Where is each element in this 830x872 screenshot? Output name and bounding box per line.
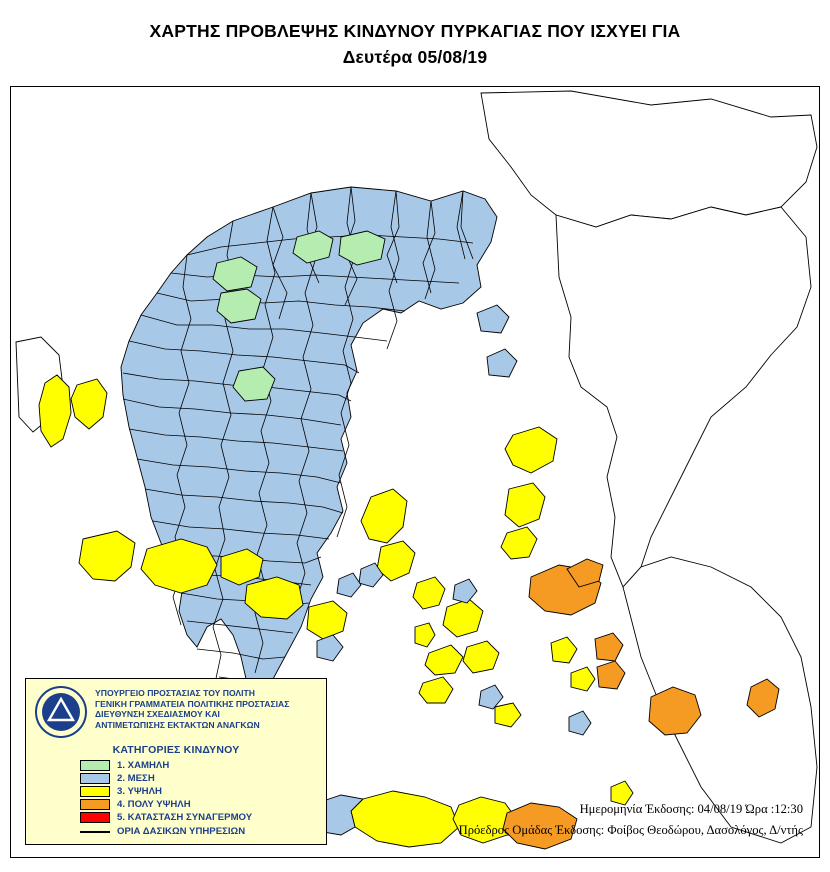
legend-label-medium: 2. ΜΕΣΗ <box>117 773 155 784</box>
title-line-2: Δευτέρα 05/08/19 <box>342 47 488 67</box>
legend-swatch-boundary <box>80 831 110 833</box>
legend-swatch-high <box>80 786 110 797</box>
issuing-chairman: Πρόεδρος Ομάδας Έκδοσης: Φοίβος Θεοδώρου, Δασολόγος, Δ/ντής <box>458 823 803 837</box>
page-title <box>0 0 830 70</box>
legend-item-alarm <box>80 812 318 823</box>
issue-date-time: Ημερομηνία Έκδοσης: 04/08/19 Ώρα :12:30 <box>579 802 803 816</box>
legend-swatch-alarm <box>80 812 110 823</box>
organization-text <box>95 685 289 730</box>
org-line-3: ΔΙΕΥΘΥΝΣΗ ΣΧΕΔΙΑΣΜΟΥ ΚΑΙ <box>95 709 220 720</box>
legend-box <box>25 678 327 845</box>
org-line-2: ΓΕΝΙΚΗ ΓΡΑΜΜΑΤΕΙΑ ΠΟΛΙΤΙΚΗΣ ΠΡΟΣΤΑΣΙΑΣ <box>95 698 290 709</box>
legend-item-boundary <box>80 826 318 837</box>
legend-label-low: 1. ΧΑΜΗΛΗ <box>117 760 170 771</box>
issue-info <box>459 799 803 841</box>
org-line-4: ΑΝΤΙΜΕΤΩΠΙΣΗΣ ΕΚΤΑΚΤΩΝ ΑΝΑΓΚΩΝ <box>95 719 260 730</box>
legend-item-low <box>80 760 318 771</box>
civil-protection-emblem <box>34 685 88 739</box>
legend-swatch-very-high <box>80 799 110 810</box>
legend-item-medium <box>80 773 318 784</box>
legend-item-high <box>80 786 318 797</box>
legend-label-alarm: 5. ΚΑΤΑΣΤΑΣΗ ΣΥΝΑΓΕΡΜΟΥ <box>117 812 253 823</box>
map-frame <box>10 86 820 858</box>
org-line-1: ΥΠΟΥΡΓΕΙΟ ΠΡΟΣΤΑΣΙΑΣ ΤΟΥ ΠΟΛΙΤΗ <box>95 688 255 698</box>
legend-swatch-medium <box>80 773 110 784</box>
legend-items <box>34 760 318 837</box>
legend-label-very-high: 4. ΠΟΛΥ ΥΨΗΛΗ <box>117 799 191 810</box>
legend-label-high: 3. ΥΨΗΛΗ <box>117 786 162 797</box>
legend-title: ΚΑΤΗΓΟΡΙΕΣ ΚΙΝΔΥΝΟΥ <box>112 744 240 756</box>
legend-swatch-low <box>80 760 110 771</box>
legend-label-boundary: ΟΡΙΑ ΔΑΣΙΚΩΝ ΥΠΗΡΕΣΙΩΝ <box>117 826 246 837</box>
title-line-1: ΧΑΡΤΗΣ ΠΡΟΒΛΕΨΗΣ ΚΙΝΔΥΝΟΥ ΠΥΡΚΑΓΙΑΣ ΠΟΥ ΙΣΧΥΕΙ ΓΙΑ <box>149 21 681 41</box>
legend-item-very-high <box>80 799 318 810</box>
